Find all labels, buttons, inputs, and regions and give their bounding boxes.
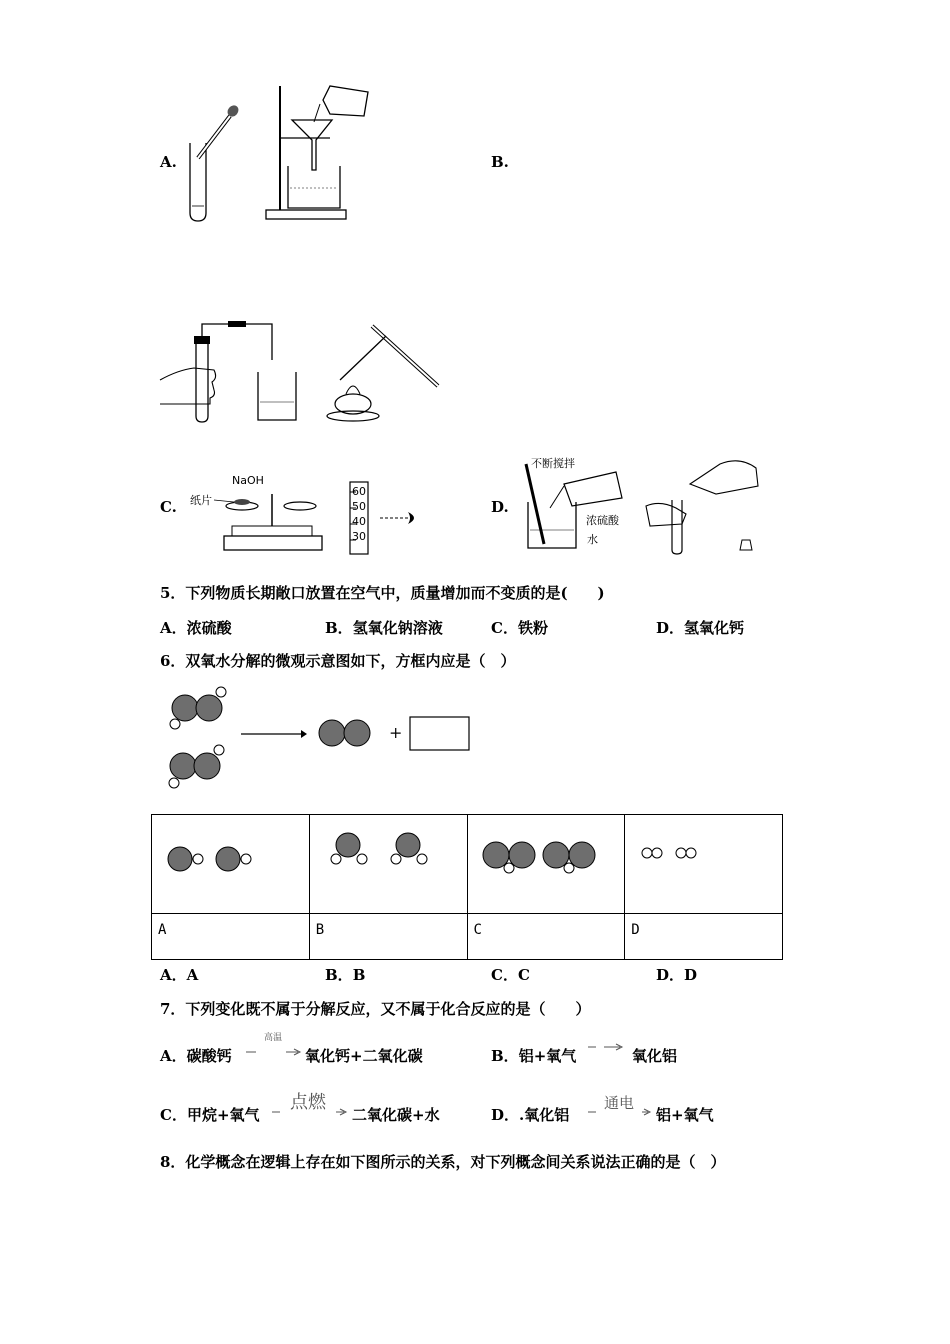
q5-option-a: A．浓硫酸	[160, 619, 232, 637]
q6-choice-table	[151, 814, 783, 960]
q6-plus-sign: +	[389, 723, 403, 742]
q6-stem: 6．双氧水分解的微观示意图如下，方框内应是（ ）	[160, 652, 516, 670]
q7-option-a: A．碳酸钙	[160, 1047, 232, 1065]
q6-choice-b-label: B	[309, 914, 467, 960]
q4-option-b-label: B.	[491, 153, 509, 171]
q7-b-product: 氧化铝	[632, 1047, 678, 1065]
q4-c-figure	[186, 470, 376, 556]
q4-option-d-label: D.	[491, 498, 509, 516]
q4-option-c-label: C.	[160, 498, 177, 516]
q6-choice-c-image	[467, 815, 625, 914]
q7-d-product: 铝+氧气	[656, 1106, 714, 1124]
q4-c-naoh-caption: NaOH	[232, 474, 264, 487]
q4-c-paper-caption: 纸片	[190, 494, 212, 507]
q4-d-stir-caption: 不断搅拌	[531, 457, 575, 470]
q7-option-d: D．.氧化铝	[491, 1106, 570, 1124]
q4-option-a-label: A.	[160, 153, 177, 171]
q5-option-d: D．氢氧化钙	[656, 619, 745, 637]
q6-choice-b-image	[309, 815, 467, 914]
q5-option-b: B．氢氧化钠溶液	[325, 619, 443, 637]
q7-a-arrow-icon	[244, 1045, 304, 1059]
q6-option-a: A．A	[160, 966, 199, 984]
q6-option-b: B．B	[325, 966, 366, 984]
q6-reaction-diagram	[165, 684, 485, 794]
q6-option-c: C．C	[491, 966, 530, 984]
q4-a-figure	[180, 78, 380, 228]
q7-stem: 7．下列变化既不属于分解反应，又不属于化合反应的是（ ）	[160, 1000, 591, 1018]
q7-a-condition: 高温	[263, 1033, 282, 1043]
q7-option-c: C．甲烷+氧气	[160, 1106, 260, 1124]
q6-choice-c-label: C	[467, 914, 625, 960]
q6-option-d: D．D	[656, 966, 698, 984]
q6-choice-d-image	[625, 815, 783, 914]
q5-option-c: C．铁粉	[491, 619, 548, 637]
q7-option-b: B．铝+氧气	[491, 1047, 577, 1065]
q7-d-condition: 通电	[603, 1094, 634, 1112]
q4-d-acid-caption: 浓硫酸	[586, 514, 619, 527]
q7-d-arrow-icon	[586, 1105, 656, 1119]
q7-c-arrow-icon	[270, 1105, 350, 1119]
q7-a-product: 氧化钙+二氧化碳	[305, 1047, 423, 1065]
q6-choice-a-image	[152, 815, 310, 914]
q4-c-tick-labels: 60 50 40 30	[352, 485, 366, 543]
q4-d-water-caption: 水	[587, 533, 598, 546]
q6-choice-a-label: A	[152, 914, 310, 960]
q7-b-arrow-icon	[586, 1040, 626, 1054]
q5-stem: 5．下列物质长期敞口放置在空气中，质量增加而不变质的是( )	[160, 584, 605, 602]
q4-b-figure	[160, 318, 450, 428]
q4-d-figure	[520, 456, 770, 556]
eye-icon	[380, 508, 420, 528]
q7-c-condition: 点燃	[290, 1092, 326, 1113]
q8-stem: 8．化学概念在逻辑上存在如下图所示的关系，对下列概念间关系说法正确的是（ ）	[160, 1153, 726, 1171]
q7-c-product: 二氧化碳+水	[352, 1106, 440, 1124]
q6-choice-d-label: D	[625, 914, 783, 960]
